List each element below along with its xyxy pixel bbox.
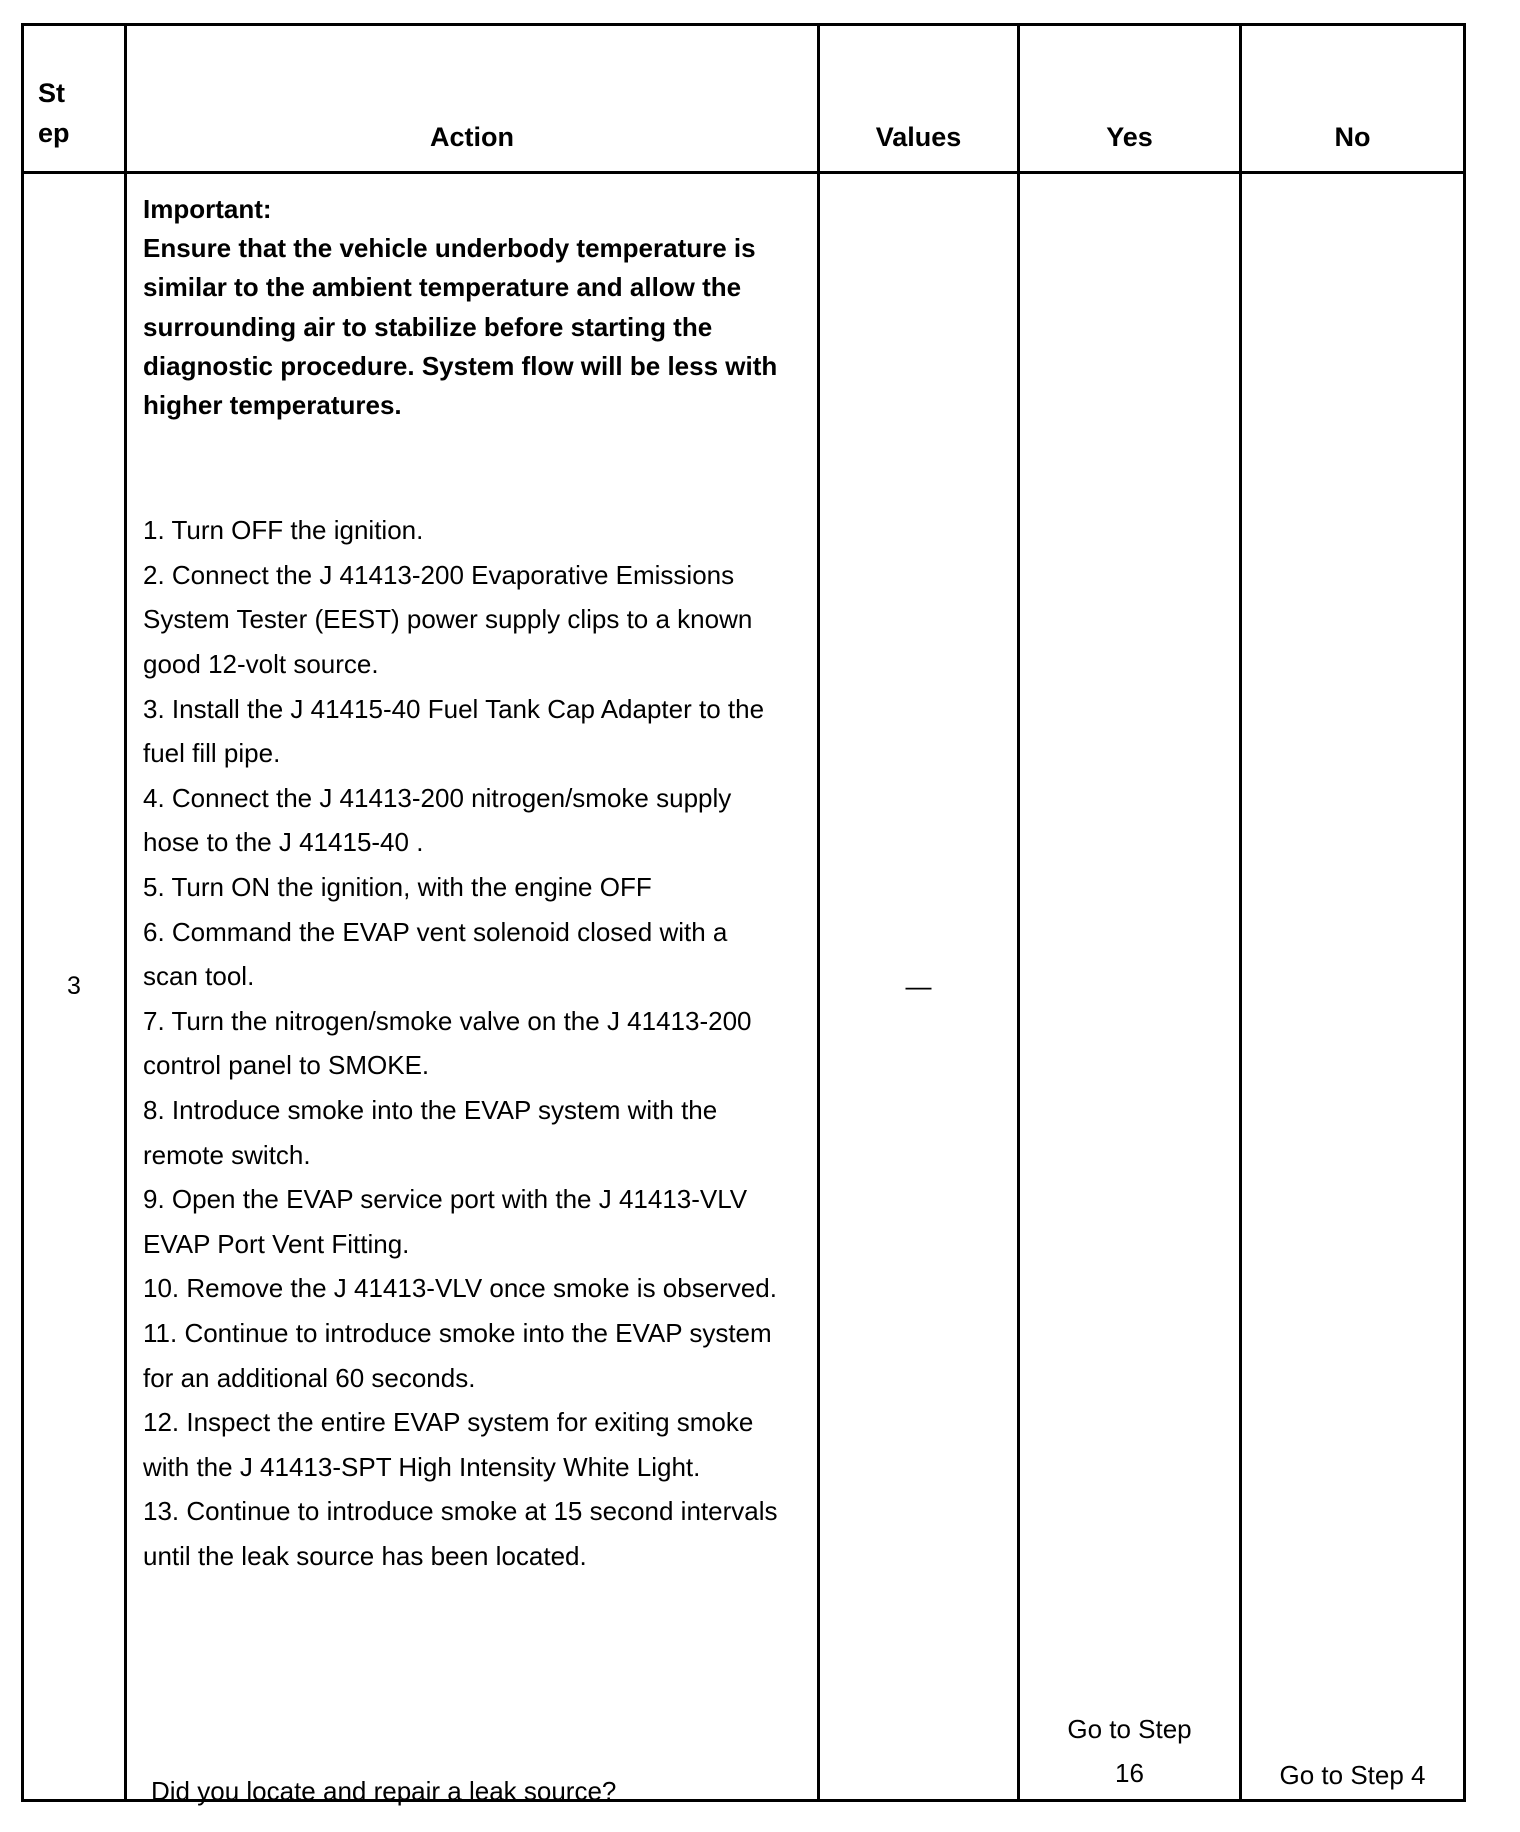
procedure-step: 11. Continue to introduce smoke into the EVAP system for an additional 60 seconds. [143, 1317, 772, 1393]
diagnostic-table [21, 23, 1466, 1806]
procedure-step: 5. Turn ON the ignition, with the engine OFF [143, 871, 652, 902]
table-row [23, 173, 1465, 1801]
important-note [143, 190, 787, 425]
step-number: 3 [23, 173, 126, 1801]
procedure-step: 2. Connect the J 41413-200 Evaporative Emissions System Tester (EEST) power supply clips to a known good 12-volt source. [143, 559, 753, 679]
action-cell [126, 173, 819, 1806]
no-cell [1241, 173, 1465, 1801]
important-label: Important: [143, 194, 272, 224]
procedure-step: 8. Introduce smoke into the EVAP system with the remote switch. [143, 1094, 718, 1170]
header-yes: Yes [1019, 25, 1241, 173]
procedure-step: 9. Open the EVAP service port with the J 41413-VLV EVAP Port Vent Fitting. [143, 1184, 748, 1259]
yes-line2: 16 [1115, 1758, 1144, 1788]
header-no: No [1241, 25, 1465, 173]
procedure-step: 6. Command the EVAP vent solenoid closed with a scan tool. [143, 916, 728, 992]
procedure-steps [143, 508, 787, 1578]
procedure-step: 12. Inspect the entire EVAP system for exiting smoke with the J 41413-SPT High Intensity White Light. [143, 1407, 754, 1482]
procedure-step: 4. Connect the J 41413-200 nitrogen/smoke supply hose to the J 41415-40 . [143, 782, 732, 858]
procedure-step: 10. Remove the J 41413-VLV once smoke is observed. [143, 1273, 777, 1304]
header-step [23, 25, 126, 173]
question-text: Did you locate and repair a leak source? [151, 1776, 617, 1806]
header-step-line2: ep [38, 118, 70, 148]
yes-line1: Go to Step [1067, 1714, 1192, 1744]
procedure-step: 7. Turn the nitrogen/smoke valve on the J 41413-200 control panel to SMOKE. [143, 1005, 752, 1081]
procedure-step: 3. Install the J 41415-40 Fuel Tank Cap Adapter to the fuel fill pipe. [143, 693, 765, 769]
values-cell: — [819, 173, 1019, 1801]
procedure-step: 1. Turn OFF the ignition. [143, 515, 424, 546]
header-values: Values [819, 25, 1019, 173]
header-action: Action [126, 25, 819, 173]
header-step-line1: St [38, 78, 65, 108]
header-row [23, 25, 1465, 173]
yes-cell [1019, 173, 1241, 1801]
no-text: Go to Step 4 [1279, 1760, 1426, 1790]
procedure-step: 13. Continue to introduce smoke at 15 second intervals until the leak source has been located. [143, 1496, 778, 1571]
important-text: Ensure that the vehicle underbody temperature is similar to the ambient temperature and allow the surrounding air to stabilize before starting the diagnostic procedure. System flow will be less with higher temperatures. [143, 233, 778, 421]
